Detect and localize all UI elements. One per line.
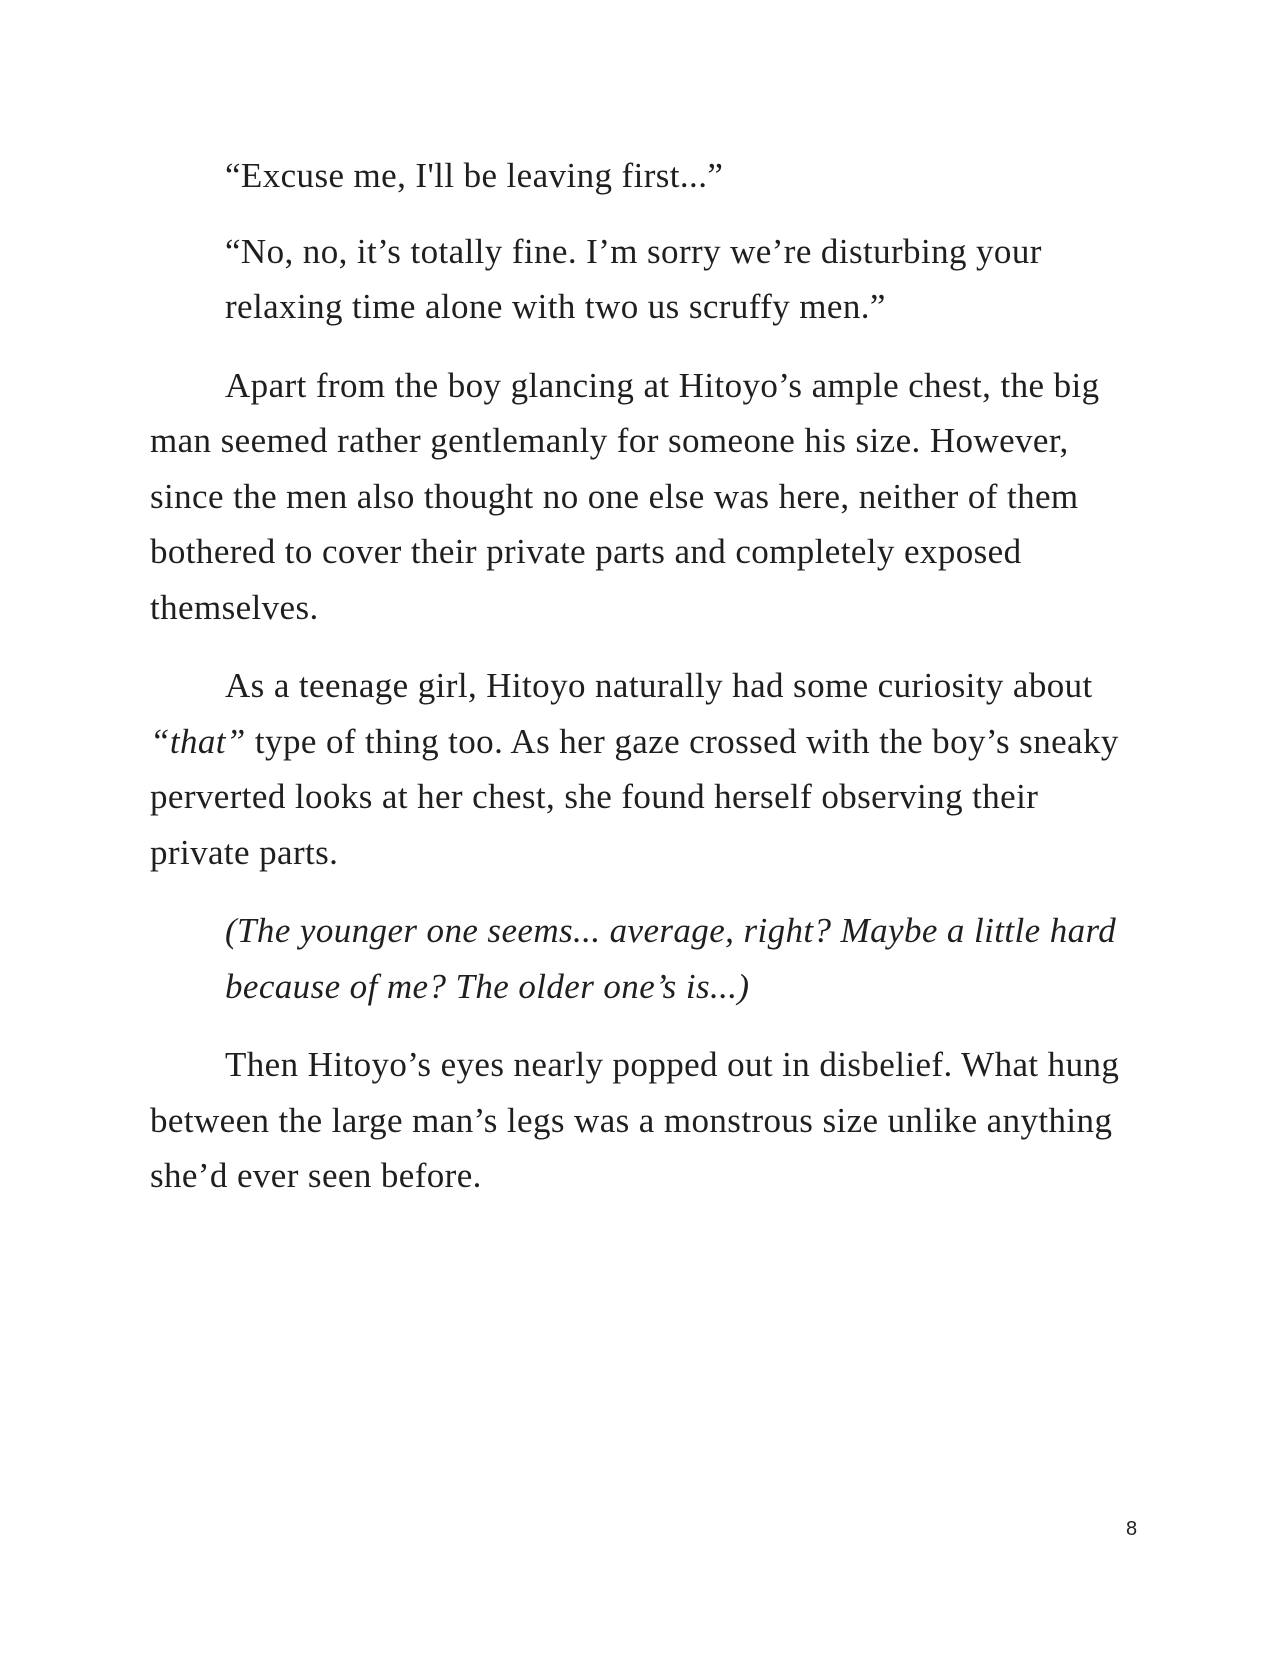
inner-thought: (The younger one seems... average, right? Maybe a little hard because of me? The older one’s is...): [225, 911, 1117, 1006]
dialogue-reply: “No, no, it’s totally fine. I’m sorry we’re disturbing your relaxing time alone with two us scruffy men.”: [225, 231, 1042, 326]
page-number: 8: [1126, 1518, 1138, 1540]
paragraph-curiosity: [150, 658, 1140, 880]
paragraph-gentleman: Apart from the boy glancing at Hitoyo’s ample chest, the big man seemed rather gentlemanly for someone his size. However, since the men also thought no one else was here, neither of them bothered to cover their private parts and completely exposed themselves.: [150, 365, 1100, 627]
paragraph-disbelief: Then Hitoyo’s eyes nearly popped out in disbelief. What hung between the large man’s legs was a monstrous size unlike anything she’d ever seen before.: [150, 1045, 1120, 1195]
dialogue-leaving: “Excuse me, I'll be leaving first...”: [225, 156, 724, 195]
body-text: [150, 148, 1140, 1227]
curiosity-emphasis: “that”: [150, 721, 246, 761]
curiosity-text-after: type of thing too. As her gaze crossed with the boy’s sneaky perverted looks at her chest, she found herself observing their private parts.: [150, 721, 1119, 872]
curiosity-text-before: As a teenage girl, Hitoyo naturally had some curiosity about: [225, 666, 1093, 705]
